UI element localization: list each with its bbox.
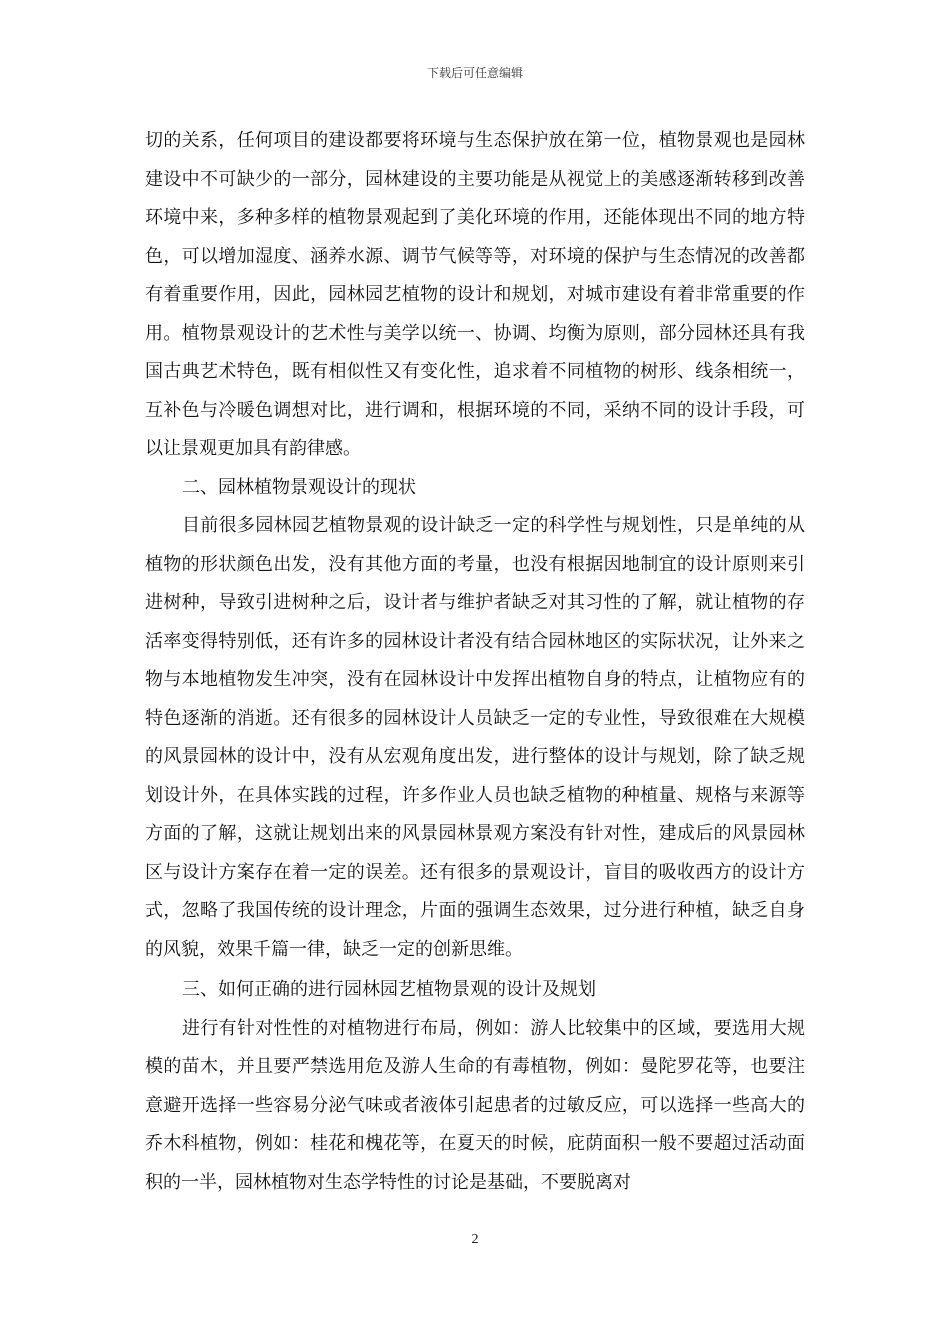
section-heading-3: 三、如何正确的进行园林园艺植物景观的设计及规划	[182, 979, 596, 1000]
section-heading-2: 二、园林植物景观设计的现状	[182, 476, 416, 498]
page-number: 2	[471, 1232, 479, 1247]
page-header: 下载后可任意编辑	[426, 66, 523, 80]
document-body	[145, 122, 805, 1202]
paragraph-design-planning: 进行有针对性性的对植物进行布局，例如：游人比较集中的区域，要选用大规模的苗木，并且要严禁选用危及游人生命的有毒植物，例如：曼陀罗花等，也要注意避开选择一些容易分泌气味或者液体引起患者的过敏反应，可以选择一些高大的乔木科植物，例如：桂花和槐花等，在夏天的时候，庇荫面积一般不要超过活动面积的一半，园林植物对生态学特性的讨论是基础，不要脱离对	[145, 1017, 805, 1193]
paragraph-continuation: 切的关系，任何项目的建设都要将环境与生态保护放在第一位，植物景观也是园林建设中不可缺少的一部分，园林建设的主要功能是从视觉上的美感逐渐转移到改善环境中来，多种多样的植物景观起到了美化环境的作用，还能体现出不同的地方特色，可以增加湿度、涵养水源、调节气候等等，对环境的保护与生态情况的改善都有着重要作用，因此，园林园艺植物的设计和规划，对城市建设有着非常重要的作用。植物景观设计的艺术性与美学以统一、协调、均衡为原则，部分园林还具有我国古典艺术特色，既有相似性又有变化性，追求着不同植物的树形、线条相统一，互补色与冷暖色调想对比，进行调和，根据环境的不同，采纳不同的设计手段，可以让景观更加具有韵律感。	[145, 130, 805, 459]
paragraph-current-status: 目前很多园林园艺植物景观的设计缺乏一定的科学性与规划性，只是单纯的从植物的形状颜色出发，没有其他方面的考量，也没有根据因地制宜的设计原则来引进树种，导致引进树种之后，设计者与维护者缺乏对其习性的了解，就让植物的存活率变得特别低，还有许多的园林设计者没有结合园林地区的实际状况，让外来之物与本地植物发生冲突，没有在园林设计中发挥出植物自身的特点，让植物应有的特色逐渐的消逝。还有很多的园林设计人员缺乏一定的专业性，导致很难在大规模的风景园林的设计中，没有从宏观角度出发，进行整体的设计与规划，除了缺乏规划设计外，在具体实践的过程，许多作业人员也缺乏植物的种植量、规格与来源等方面的了解，这就让规划出来的风景园林景观方案没有针对性，建成后的风景园林区与设计方案存在着一定的误差。还有很多的景观设计，盲目的吸收西方的设计方式，忽略了我国传统的设计理念，片面的强调生态效果，过分进行种植，缺乏自身的风貌，效果千篇一律，缺乏一定的创新思维。	[145, 515, 805, 960]
